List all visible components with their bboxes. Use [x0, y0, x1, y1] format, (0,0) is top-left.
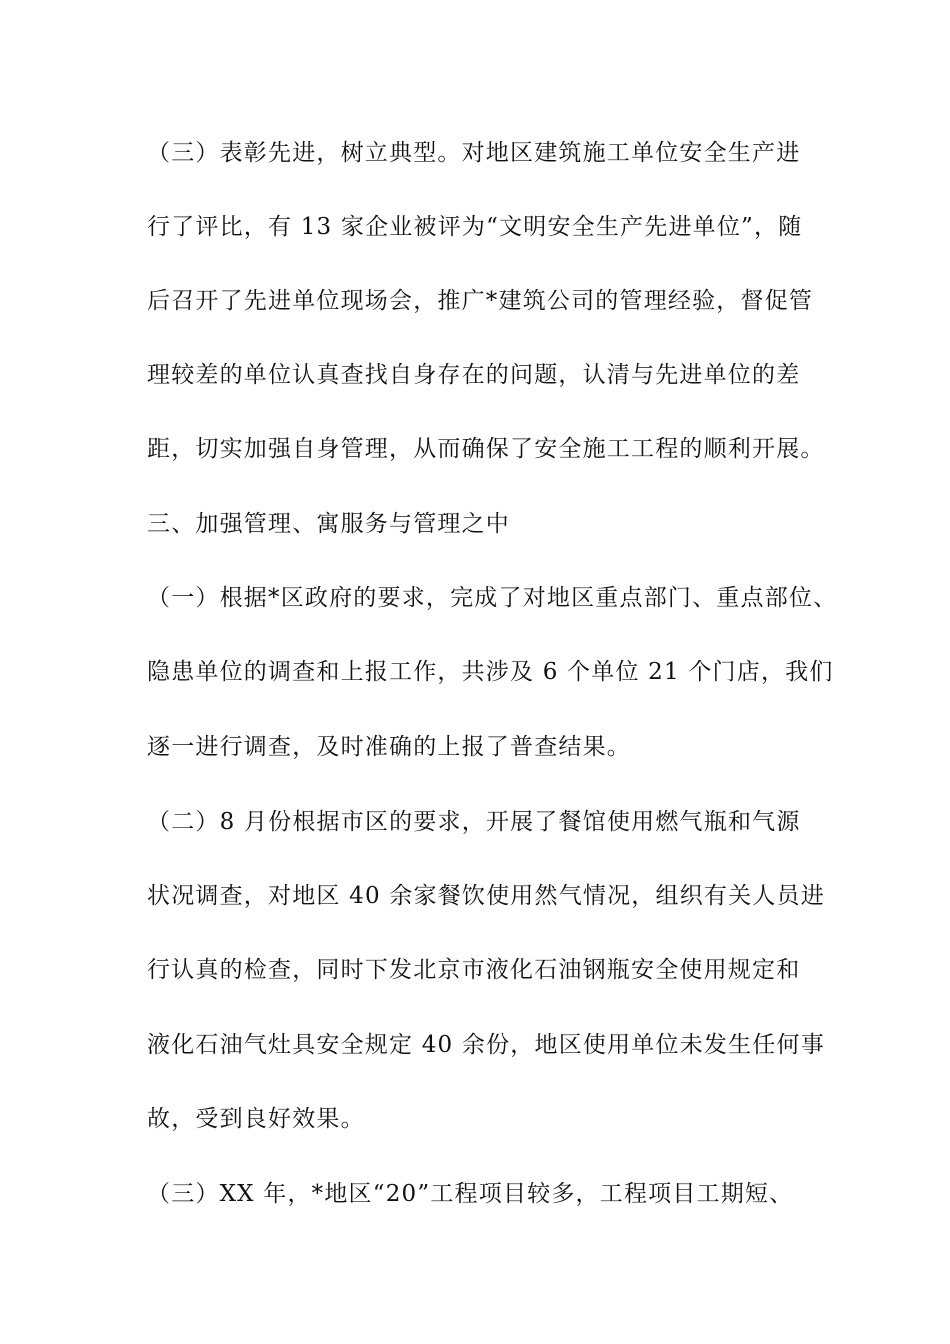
- text-line: （一）根据*区政府的要求，完成了对地区重点部门、重点部位、: [147, 585, 838, 611]
- text-line: 行了评比，有 13 家企业被评为“文明安全生产先进单位”，随: [147, 214, 803, 240]
- text-line: 距，切实加强自身管理，从而确保了安全施工工程的顺利开展。: [147, 436, 825, 462]
- text-line: 隐患单位的调查和上报工作，共涉及 6 个单位 21 个门店，我们: [147, 659, 834, 685]
- text-line: （三）表彰先进，树立典型。对地区建筑施工单位安全生产进: [147, 140, 801, 166]
- text-line: （二）8 月份根据市区的要求，开展了餐馆使用燃气瓶和气源: [147, 809, 801, 835]
- text-line: 后召开了先进单位现场会，推广*建筑公司的管理经验，督促管: [147, 288, 814, 314]
- text-line: 液化石油气灶具安全规定 40 余份，地区使用单位未发生任何事: [147, 1032, 825, 1058]
- text-line: 行认真的检查，同时下发北京市液化石油钢瓶安全使用规定和: [147, 957, 801, 983]
- text-line: 状况调查，对地区 40 余家餐饮使用然气情况，组织有关人员进: [147, 883, 825, 909]
- text-line: 理较差的单位认真查找自身存在的问题，认清与先进单位的差: [147, 362, 801, 388]
- section-heading: 三、加强管理、寓服务与管理之中: [147, 511, 510, 537]
- text-line: 逐一进行调查，及时准确的上报了普查结果。: [147, 734, 631, 760]
- text-line: 故，受到良好效果。: [147, 1106, 365, 1132]
- text-line: （三）XX 年，*地区“20”工程项目较多，工程项目工期短、: [147, 1181, 794, 1207]
